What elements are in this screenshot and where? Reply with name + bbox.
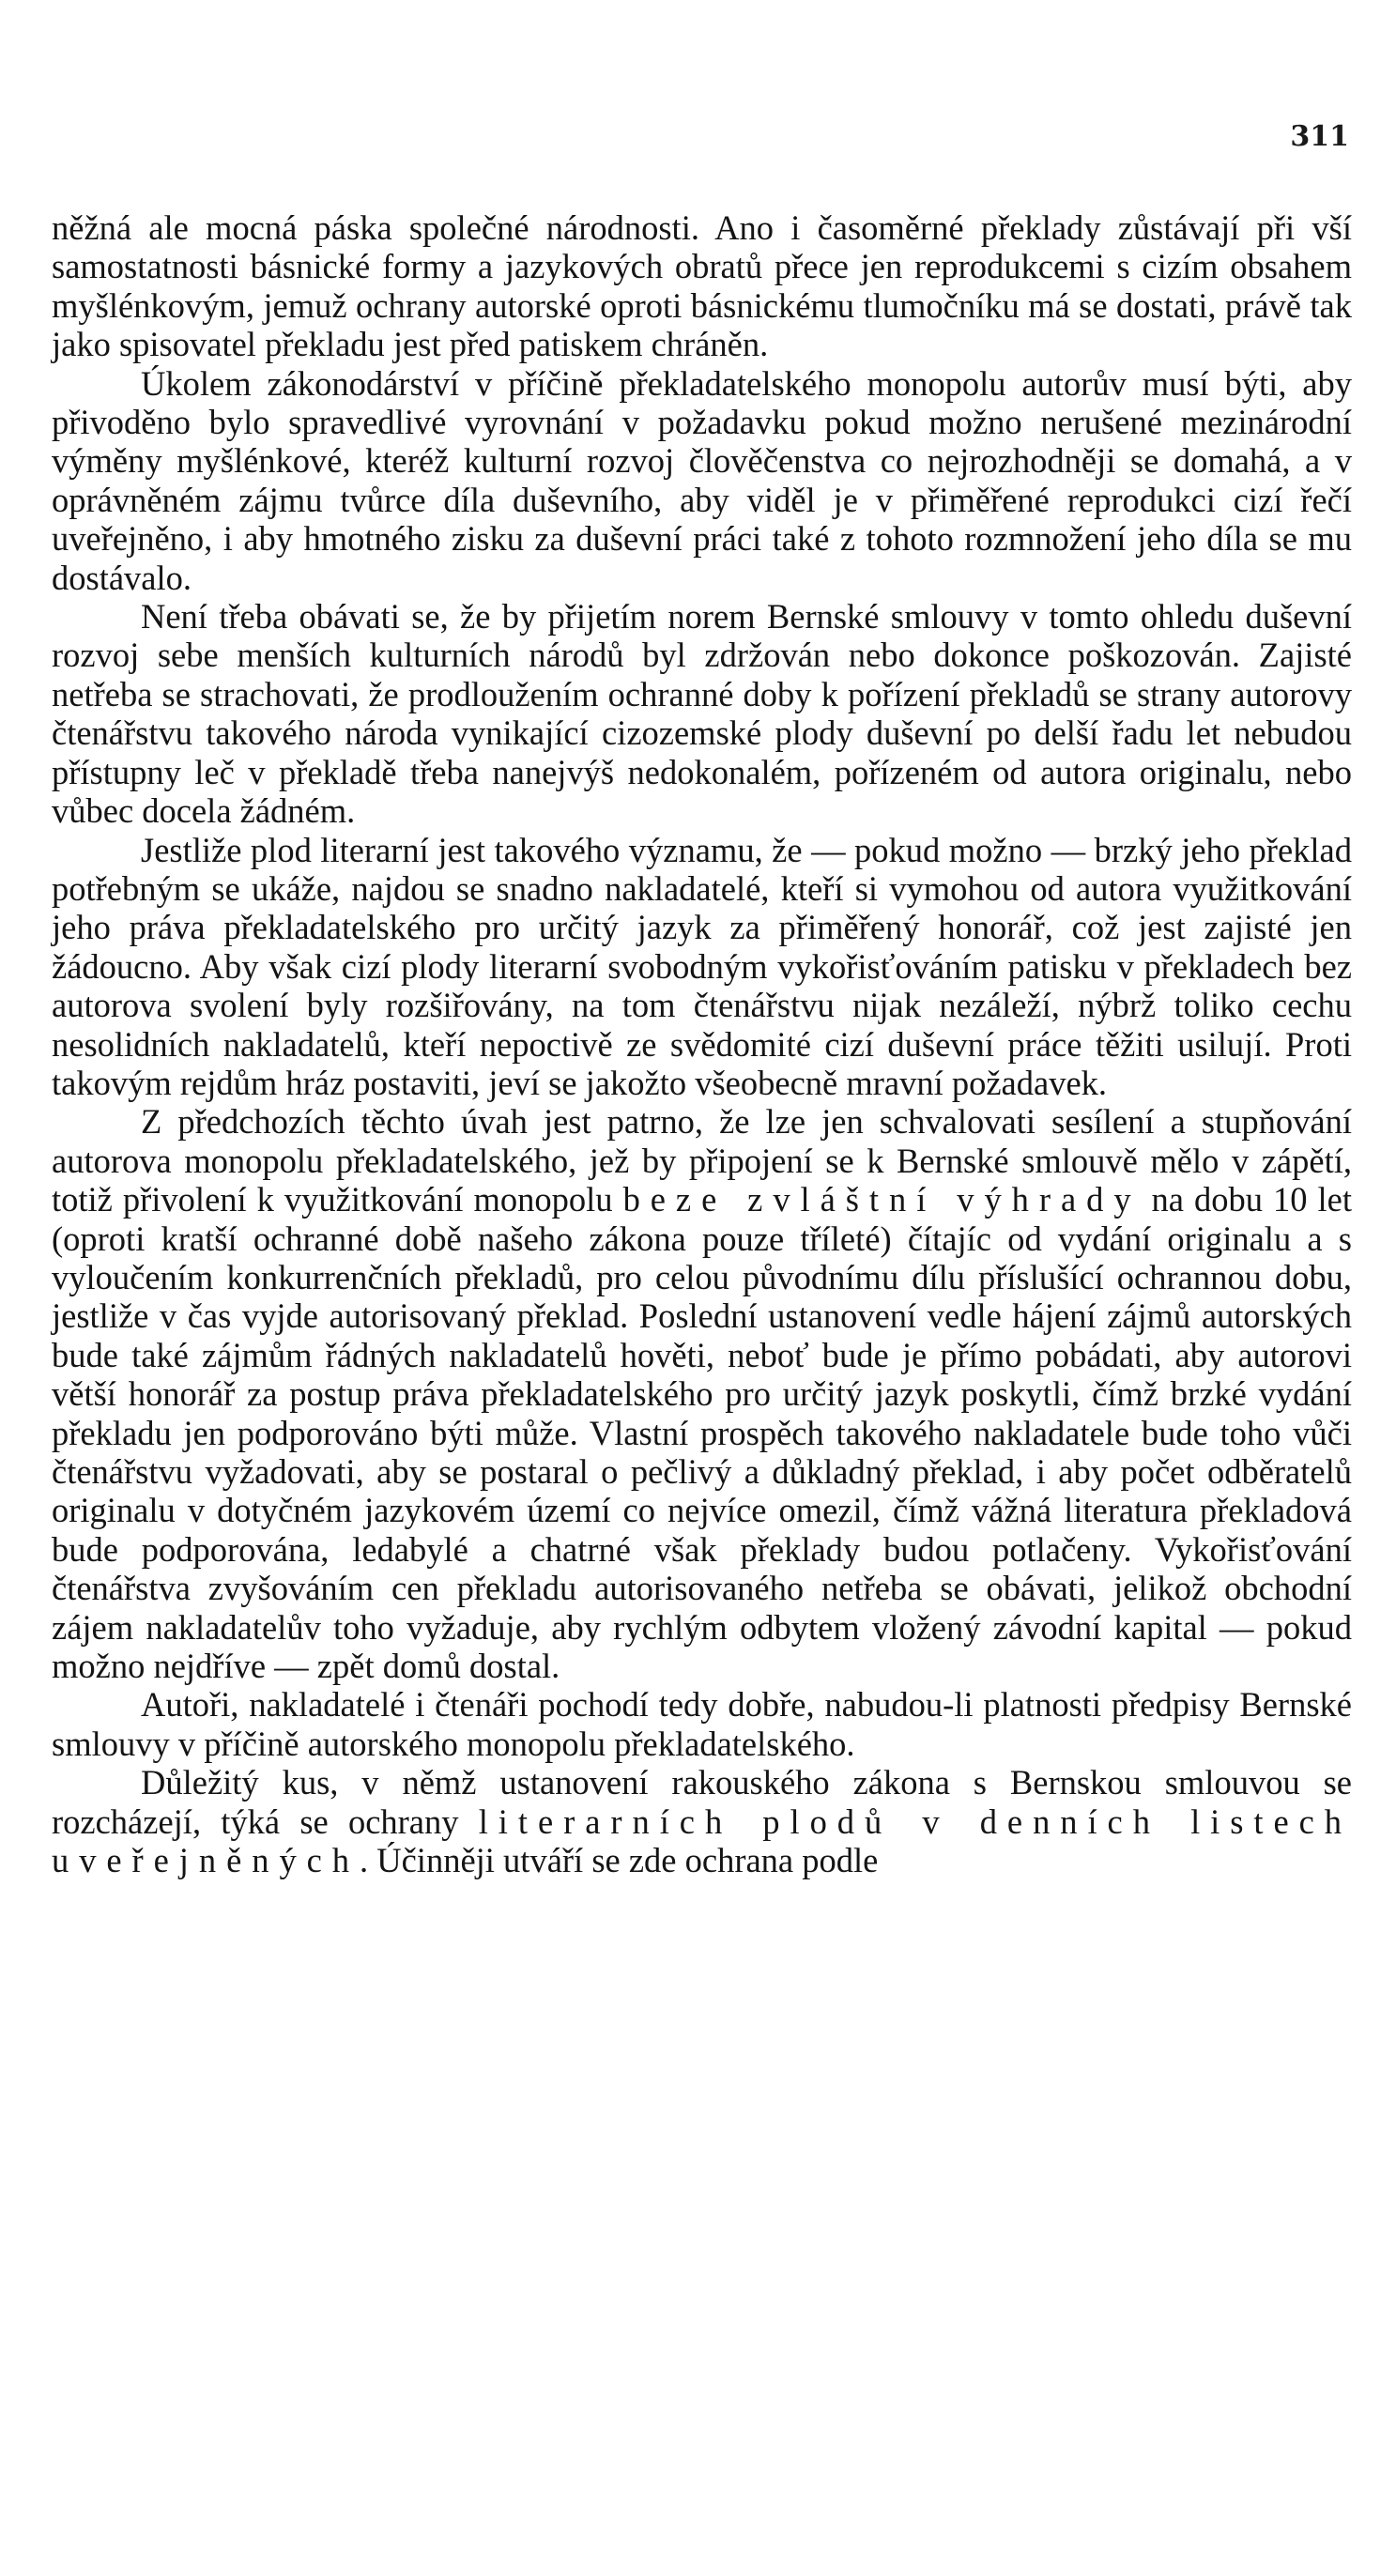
paragraph: něžná ale mocná páska společné národnosti. Ano i časoměrné překlady zůstávají při vší samostatnosti básnické formy a jazykových obratů přece jen reprodukcemi s cizím obsahem myšlénkovým, jemuž ochrany autorské oproti básnickému tlumočníku má se dostati, právě tak jako spisovatel překladu jest před patiskem chráněn. [52, 208, 1352, 364]
body-text [52, 208, 1352, 1879]
paragraph: Jestliže plod literarní jest takového významu, že — pokud možno — brzký jeho překlad potřebným se ukáže, najdou se snadno nakladatelé, kteří si vymohou od autora využitkování jeho práva překladatelského pro určitý jazyk za přiměřený honorář, což jest zajisté jen žádoucno. Aby však cizí plody literarní svobodným vykořisťováním patisku v překladech bez autorova svolení byly rozšiřovány, na tom čtenářstvu nijak nezáleží, nýbrž toliko cechu nesolidních nakladatelů, kteří nepoctivě ze svědomité cizí duševní práce těžiti usilují. Proti takovým rejdům hráz postaviti, jeví se jakožto všeobecně mravní požadavek. [52, 830, 1352, 1102]
paragraph [52, 1102, 1352, 1685]
paragraph-text: . Účinněji utváří se zde ochrana podle [360, 1841, 879, 1880]
paragraph: Není třeba obávati se, že by přijetím norem Bernské smlouvy v tomto ohledu duševní rozvoj sebe menších kulturních národů byl zdržován nebo dokonce poškozován. Zajisté netřeba se strachovati, že prodloužením ochranné doby k pořízení překladů se strany autorovy čtenářstvu takového národa vynikající cizozemské plody duševní po delší řadu let nebudou přístupny leč v překladě třeba nanejvýš nedokonalém, pořízeném od autora originalu, nebo vůbec docela žádném. [52, 597, 1352, 831]
paragraph: Autoři, nakladatelé i čtenáři pochodí tedy dobře, nabudou-li platnosti předpisy Bernské smlouvy v příčině autorského monopolu překladatelského. [52, 1685, 1352, 1763]
paragraph-text: Z předchozích těchto úvah jest patrno, že lze jen schvalovati sesílení a stupňování autorova monopolu překladatelského, jež by připojení se k Bernské smlouvě mělo v zápětí, totiž přivolení k využitkování monopolu [52, 1102, 1352, 1219]
spaced-emphasis: literarních plodů v denních listech uveřejněných [52, 1802, 1352, 1880]
paragraph [52, 1763, 1352, 1879]
page-number: 311 [1290, 120, 1349, 153]
paragraph-text: Důležitý kus, v němž ustanovení rakouského zákona s Bernskou smlouvou se rozcházejí, týká se ochrany [52, 1763, 1352, 1841]
paragraph-text: na dobu 10 let (oproti kratší ochranné době našeho zákona pouze tříleté) čítajíc od vydání originalu a s vyloučením konkurrenčních překladů, pro celou původnímu dílu příslušící ochrannou dobu, jestliže v čas vyjde autorisovaný překlad. Poslední ustanovení vedle hájení zájmů autorských bude také zájmům řádných nakladatelů hověti, neboť bude je přímo pobádati, aby autorovi větší honorář za postup práva překladatelského pro určitý jazyk poskytli, čímž brzké vydání překladu jen podporováno býti může. Vlastní prospěch takového nakladatele bude toho vůči čtenářstvu vyžadovati, aby se postaral o pečlivý a důkladný překlad, i aby počet odběratelů originalu v dotyčném jazykovém území co nejvíce omezil, čímž vážná literatura překladová bude podporována, ledabylé a chatrné však překlady budou potlačeny. Vykořisťování čtenářstva zvyšováním cen překladu autorisovaného netřeba se obávati, jelikož obchodní zájem nakladatelův toho vyžaduje, aby rychlým odbytem vložený závodní kapital — pokud možno nejdříve — zpět domů dostal. [52, 1180, 1353, 1686]
spaced-emphasis: beze zvláštní výhrady [622, 1180, 1142, 1219]
paragraph: Úkolem zákonodárství v příčině překladatelského monopolu autorův musí býti, aby přivoděno bylo spravedlivé vyrovnání v požadavku pokud možno nerušené mezinárodní výměny myšlénkové, kteréž kulturní rozvoj člověčenstva co nejrozhodněji se domahá, a v oprávněném zájmu tvůrce díla duševního, aby viděl je v přiměřené reprodukci cizí řečí uveřejněno, i aby hmotného zisku za duševní práci také z tohoto rozmnožení jeho díla se mu dostávalo. [52, 363, 1352, 597]
